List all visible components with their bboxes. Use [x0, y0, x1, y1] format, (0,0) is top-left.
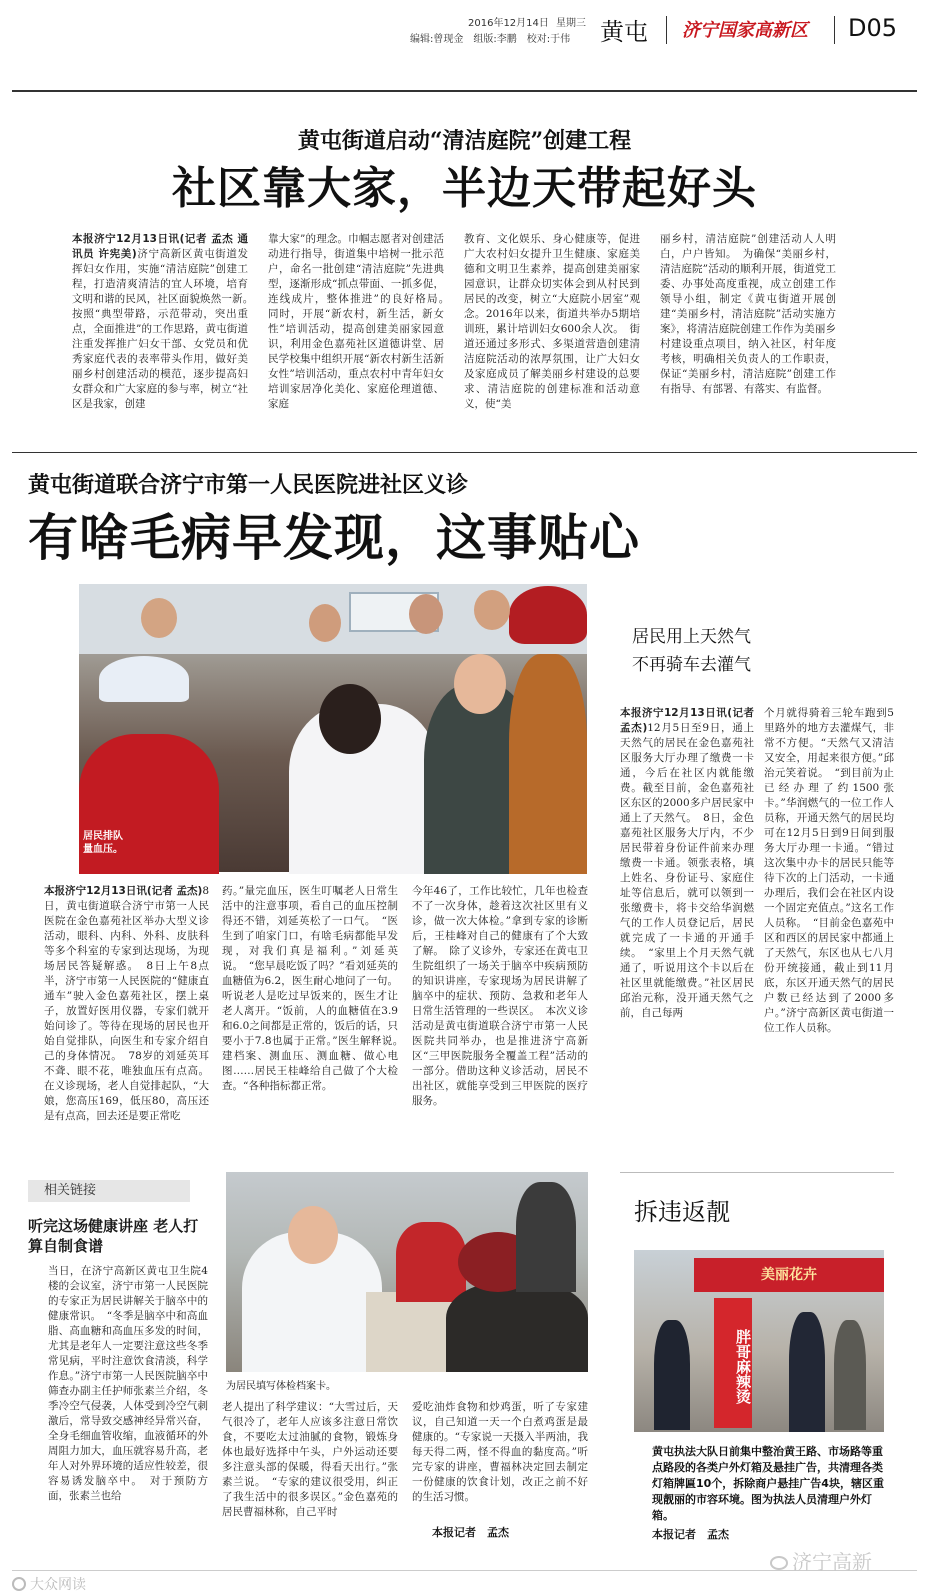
header-weekday: 星期三 [556, 18, 586, 29]
related-title-text: 听完这场健康讲座 老人打算自制食谱 [28, 1217, 199, 1255]
man-head [454, 654, 506, 714]
article3-divider [620, 1172, 894, 1173]
header-divider-2 [834, 16, 835, 44]
header-divider [666, 16, 667, 44]
article1-column-2: 靠大家”的理念。巾帼志愿者对创建活动进行指导，街道集中培树一批示范户，命名一批创建“清洁庭院”先进典型，逐渐形成“抓点带面、一抓多促，连线成片，整体推进”的良好格局。 同时，开展“新农村，新生活，新女性”培训活动，提高创建美丽家园意识，利用金色嘉苑社区道德讲堂、居民学校集中组织开展“新农村新生活新女性”培训活动，重点农村中青年妇女培训家居净化美化、家庭伦理道德、家庭 [268, 233, 455, 410]
officer-1 [654, 1320, 690, 1430]
related-title [28, 1216, 204, 1256]
nurse-hair [319, 684, 381, 754]
red-hat [509, 586, 587, 644]
article1-column-4: 丽乡村，清洁庭院”创建活动人人明白，户户皆知。 为确保“美丽乡村，清洁庭院”活动的顺利开展，街道党工委、办事处高度重视，成立创建工作领导小组，制定《黄屯街道开展创建“美丽乡村，清洁庭院”活动实施方案》，将清洁庭院创建工作作为美丽乡村建设重点项目，纳入社区，村年度考核，明确相关负责人的工作职责，保证“美丽乡村，清洁庭院”创建工作有指导、有部署、有落实、有监督。 [660, 233, 836, 395]
checkup-photo-caption: 为居民填写体检档案卡。 [226, 1381, 336, 1392]
crowd-head-3 [409, 594, 443, 634]
article3-byline: 本报济宁12月13日讯(记者 孟杰) [620, 707, 754, 734]
header-date: 2016年12月14日 [468, 18, 549, 29]
nurse-cap [99, 656, 189, 702]
demolition-photo [634, 1250, 884, 1432]
doctor-head [288, 1206, 338, 1264]
watermark-left-icon [12, 1577, 26, 1591]
lightbox-sign: 胖哥麻辣烫 [714, 1298, 752, 1428]
article3-column-2: 个月就得骑着三轮车跑到5里路外的地方去灌煤气，非常不方便。“天然气又清洁又安全，用起来很方便。”邱治元笑着说。 “到目前为止已经办理了约1500张卡。”华润燃气的一位工作人员称，开通天然气的居民均可在12月5日到9日间到服务大厅办理一卡通。“错过这次集中办卡的居民只能等待下次的上门活动，一卡通办理后，我们会在社区内设一个固定充值点。”这名工作人员称。 “目前金色嘉苑中区和西区的居民家中都通上了天然气，东区也从七八月份开统接通，截止到11月底，东区开通天然气的居民户数已经达到了2000多户。”济宁高新区黄屯街道一位工作人员称。 [764, 707, 894, 1034]
header-editors: 编辑:曾现金 组版:李鹏 校对:于伟 [410, 34, 571, 45]
shop-sign: 美丽花卉 [694, 1258, 884, 1292]
article1-byline: 本报济宁12月13日讯(记者 孟杰 通讯员 许宪美) [72, 233, 248, 260]
related-tag: 相关链接 [28, 1180, 190, 1202]
page-number: D05 [848, 14, 898, 42]
watermark-right-text: 济宁高新 [792, 1550, 872, 1574]
related-column-2: 老人提出了科学建议：“大雪过后，天气很冷了，老年人应该多注意日常饮食，不要吃太过油腻的食物，锻炼身体也最好选择中午头，户外运动还要多注意头部的保暖，得看天出行。”张素兰说。 “专家的建议很受用，纠正了我生活中的很多误区。”金色嘉苑的居民曹福林称，自己平时 [222, 1401, 398, 1518]
article1-headline: 社区靠大家，半边天带起好头 [172, 163, 757, 214]
officer-2 [789, 1312, 825, 1432]
crowd-head-1 [141, 598, 177, 638]
article2-byline: 本报济宁12月13日讯(记者 孟杰) [44, 885, 203, 897]
article1-kicker: 黄屯街道启动“清洁庭院”创建工程 [297, 128, 632, 154]
article2-headline: 有啥毛病早发现，这事贴心 [28, 508, 640, 567]
article4-caption: 黄屯执法大队日前集中整治黄王路、市场路等重点路段的各类户外灯箱及悬挂广告，共清理各类灯箱牌匾10个，拆除商户悬挂广告4块，辖区重现靓丽的市容环境。图为执法人员清理户外灯箱。 [652, 1445, 884, 1522]
article-divider [12, 452, 917, 453]
header-section: 黄屯 [600, 18, 648, 46]
article3-title-2: 不再骑车去灌气 [632, 655, 751, 675]
related-signature: 本报记者 孟杰 [432, 1526, 509, 1539]
article3-column-1 [620, 706, 754, 1156]
related-column-1: 当日，在济宁高新区黄屯卫生院4楼的会议室，济宁市第一人民医院的专家正为居民讲解关于脑卒中的健康常识。 “冬季是脑卒中和高血脂、高血糖和高血压多发的时间，尤其是老年人一定要注意这些冬季常见病，平时注意饮食清淡，科学作息。”济宁市第一人民医院脑卒中筛查办副主任护师张素兰介绍，冬季冷空气侵袭，人体受到冷空气刺激后，常导致交感神经异常兴奋，全身毛细血管收缩，血液循环的外周阻力加大，血压就容易升高，老年人对外界环境的适应性较差，很容易诱发脑卒中。 对于预防方面，张素兰也给 [48, 1265, 208, 1502]
article2-kicker: 黄屯街道联合济宁市第一人民医院进社区义诊 [28, 472, 469, 498]
page-header [0, 0, 929, 60]
watermark-right-icon [770, 1556, 788, 1570]
clinic-photo [79, 584, 587, 872]
checkup-photo [226, 1172, 588, 1372]
header-banner: 济宁国家高新区 [682, 20, 808, 41]
crowd-head-4 [474, 590, 510, 630]
elder-figure [509, 654, 587, 874]
article2-column-1 [44, 884, 209, 1174]
article1-text-1: 济宁高新区黄屯街道发挥妇女作用，实施“清洁庭院”创建工程，打造清爽清洁的宜人环境，培育文明和谐的民风，社区面貌焕然一新。 按照“典型带路，示范带动，突出重点，全面推进”的工作思路，黄屯街道注重发挥推广妇女干部、女党员和优秀家庭代表的表率带头作用，做好美丽乡村创建活动的模范，逐步提高妇女群众和广大家庭的参与率，树立“社区是我家，创建 [72, 248, 259, 410]
article2-text-1: 8日，黄屯街道联合济宁市第一人民医院在金色嘉苑社区举办大型义诊活动，眼科、内科、外科、皮肤科等多个科室的专家到达现场，为现场居民答疑解惑。 8日上午8点半，济宁市第一人民医院的“健康直通车”驶入金色嘉苑社区，摆上桌子，放置好医用仪器，专家们就开始问诊了。等待在现场的居民也开始自觉排队，向医生和专家介绍自己的身体情况。 78岁的刘延英耳不聋、眼不花，唯独血压有点高。在义诊现场，老人自觉排起队，“大娘，您高压169，低压80，高压还是有点高，回去还是要正常吃 [44, 885, 209, 1122]
article3-title-1: 居民用上天然气 [632, 627, 751, 647]
bystander [834, 1320, 866, 1430]
crowd-head-2 [309, 604, 341, 642]
article3-text-1: 12月5日至9日，通上天然气的居民在金色嘉苑社区服务大厅办理了缴费一卡通，今后在社区内就能缴费。截至目前，金色嘉苑社区东区的2000多户居民家中通上了天然气。 8日，金色嘉苑社区服务大厅内，不少居民带着身份证件前来办理缴费一卡通。领张表格，填上姓名、身份证号、家庭住址等信息后，就可以领到一张缴费卡，将卡交给华润燃气的工作人员登记后，居民就完成了一卡通的开通手续。 “家里上个月天然气就通了，听说用这个卡以后在社区里就能缴费。”社区居民邱治元称，没开通天然气之前，自己每两 [620, 722, 754, 1019]
article4-title: 拆违返靓 [634, 1198, 730, 1226]
watermark-right [770, 1546, 872, 1575]
man-standing [516, 1182, 576, 1292]
article1-column-3: 教育、文化娱乐、身心健康等，促进广大农村妇女提升卫生健康、家庭美德和文明卫生素养，提高创建美丽家园意识，让群众切实体会到从村民到居民的改变，树立“大庭院小居室”观念。2016年以来，街道共举办5期培训班，累计培训妇女600余人次。 街道还通过多形式、多渠道营造创建清洁庭院活动的浓厚氛围，让广大妇女及家庭成员了解美丽乡村建设的总要求、清洁庭院的创建标准和活动意义，使“美 [464, 233, 640, 410]
watermark-left [12, 1574, 86, 1594]
clinic-photo-caption: 居民排队量血压。 [83, 831, 123, 855]
article2-column-3: 今年46了，工作比较忙，几年也检查不了一次身体，趁着这次社区里有义诊，做一次大体检。”拿到专家的诊断后，王桂峰对自己的健康有了个大致了解。 除了义诊外，专家还在黄屯卫生院组织了一场关于脑卒中疾病预防的知识讲座，专家现场为居民讲解了脑卒中的症状、预防、急救和老年人日常生活管理的一些误区。 本次义诊活动是黄屯街道联合济宁市第一人民医院共同举办，也是推进济宁高新区“三甲医院服务全覆盖工程”活动的一部分。借助这种义诊活动，居民不出社区，就能享受到三甲医院的医疗服务。 [412, 885, 588, 1107]
red-coat-woman [396, 1222, 466, 1302]
article4-signature: 本报记者 孟杰 [652, 1528, 729, 1541]
article2-column-2: 药。”量完血压，医生叮嘱老人日常生活中的注意事项，看自己的血压控制得还不错，刘延英松了一口气。 “医生到了咱家门口，有啥毛病都能早发现，对我们真是福利。”刘延英说。 “您早晨吃饭了吗？”看刘延英的血糖值为6.2，医生耐心地问了一句。听说老人是吃过早饭来的，医生才让老人离开。“饭前，人的血糖值在3.9和6.0之间都是正常的，饭后的话，只要小于7.8也属于正常。”医生解释说。 建档案、测血压、测血糖、做心电图……居民王桂峰给自己做了个大检查。“各种指标都正常。 [222, 885, 409, 1092]
article1-column-1 [72, 232, 259, 430]
watermark-left-text: 大众网读 [30, 1577, 86, 1593]
elder-back [446, 1282, 588, 1372]
header-rule [12, 90, 917, 92]
related-column-3: 爱吃油炸食物和炒鸡蛋，听了专家建议，自己知道一天一个白煮鸡蛋是最健康的。“专家说一天摄入半两油，我每天得二两，怪不得血的黏度高。”听完专家的讲座，曹福林决定回去制定一份健康的饮食计划，改正之前不好的生活习惯。 [412, 1401, 588, 1503]
